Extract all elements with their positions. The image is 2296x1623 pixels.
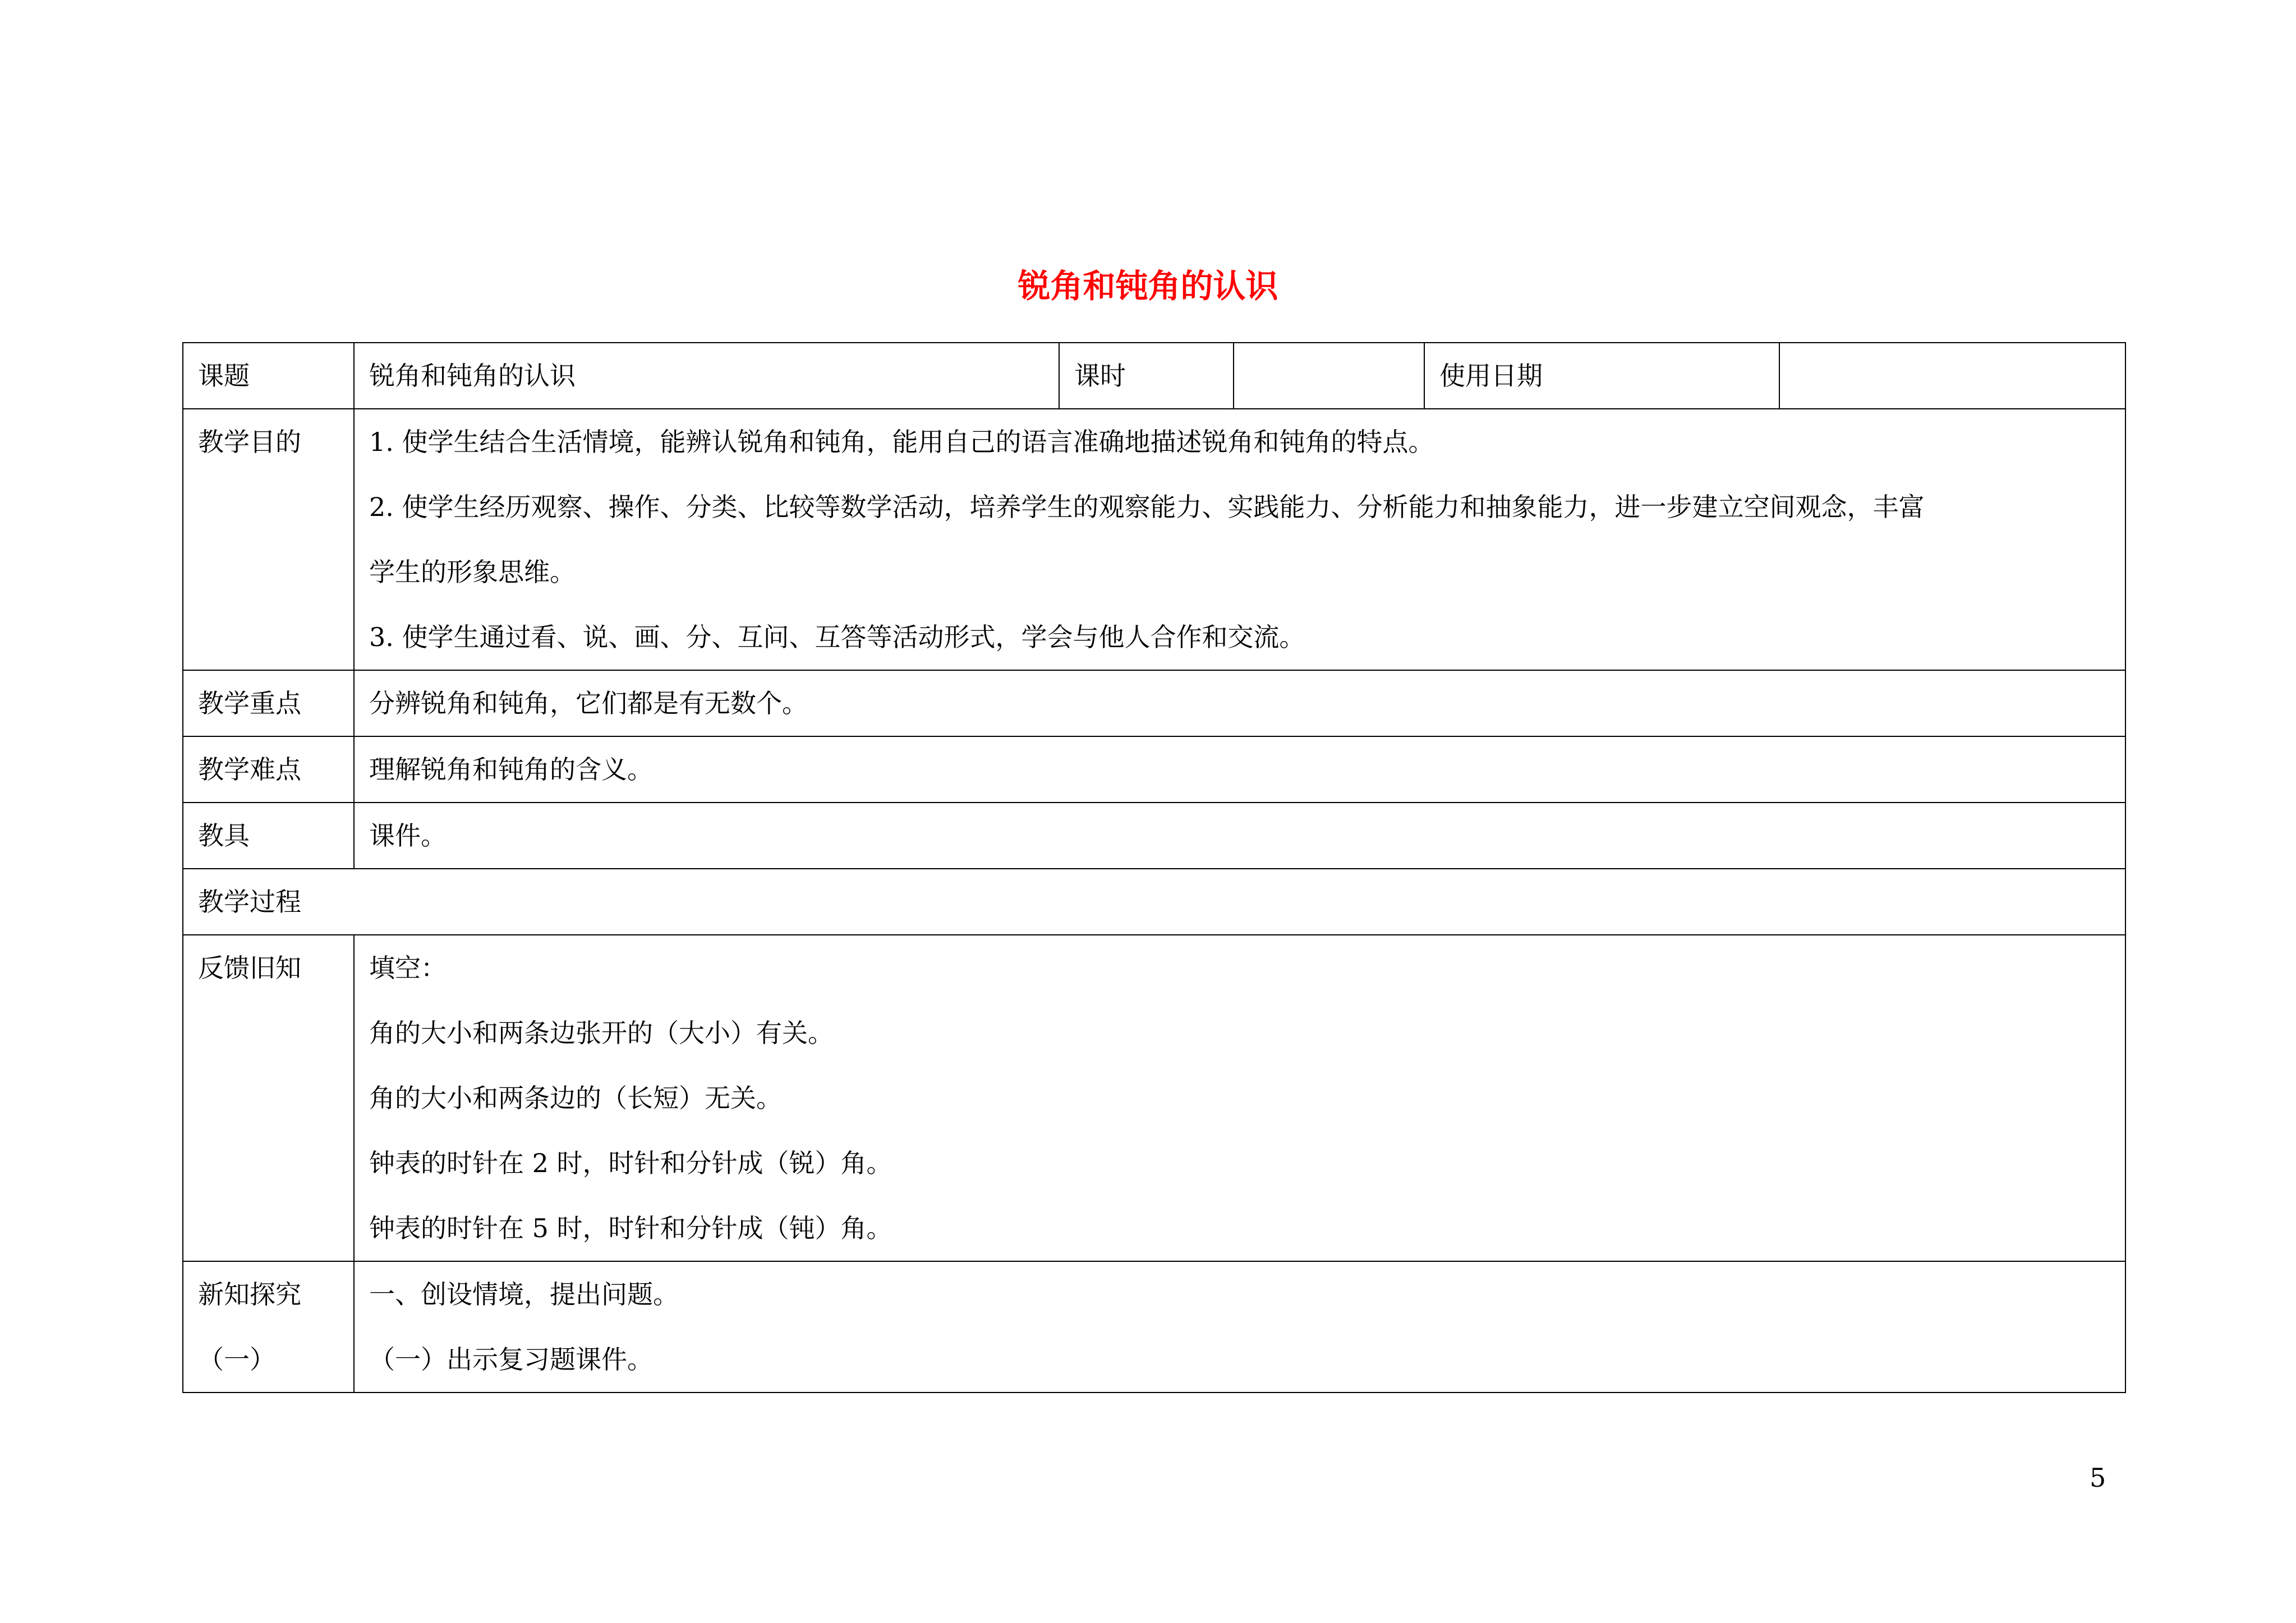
- tools-label: 教具: [183, 803, 354, 869]
- objective-line-3: 学生的形象思维。: [369, 557, 576, 587]
- topic-label: 课题: [183, 343, 354, 409]
- key-points-value: 分辨锐角和钝角，它们都是有无数个。: [354, 670, 2125, 736]
- period-label: 课时: [1059, 343, 1234, 409]
- objectives-content: [354, 409, 2125, 670]
- new-knowledge-label: [183, 1261, 354, 1393]
- new-knowledge-content: [354, 1261, 2125, 1393]
- page-title: 锐角和钝角的认识: [1018, 267, 1278, 305]
- period-value: [1234, 343, 1424, 409]
- key-points-row: [183, 670, 2125, 736]
- difficulties-value: 理解锐角和钝角的含义。: [354, 736, 2125, 803]
- objective-line-4: 3. 使学生通过看、说、画、分、互问、互答等活动形式，学会与他人合作和交流。: [369, 622, 1305, 652]
- objectives-row: [183, 409, 2125, 670]
- topic-value: 锐角和钝角的认识: [354, 343, 1059, 409]
- new-knowledge-label-line-1: 新知探究: [198, 1279, 301, 1310]
- review-line-3: 角的大小和两条边的（长短）无关。: [369, 1083, 782, 1113]
- objective-line-1: 1. 使学生结合生活情境，能辨认锐角和钝角，能用自己的语言准确地描述锐角和钝角的特点。: [369, 427, 1434, 457]
- new-knowledge-label-line-2: （一）: [198, 1344, 275, 1375]
- header-row: [183, 343, 2125, 409]
- page-number: 5: [2090, 1463, 2106, 1493]
- lesson-plan-table: [182, 342, 2126, 1393]
- tools-value: 课件。: [354, 803, 2125, 869]
- key-points-label: 教学重点: [183, 670, 354, 736]
- review-line-1: 填空：: [369, 953, 447, 983]
- objective-line-2: 2. 使学生经历观察、操作、分类、比较等数学活动，培养学生的观察能力、实践能力、分析能力和抽象能力，进一步建立空间观念，丰富: [369, 492, 1925, 522]
- process-label: 教学过程: [183, 869, 2125, 935]
- review-label: 反馈旧知: [183, 935, 354, 1261]
- new-knowledge-row: [183, 1261, 2125, 1393]
- date-value: [1779, 343, 2125, 409]
- date-label: 使用日期: [1424, 343, 1779, 409]
- review-row: [183, 935, 2125, 1261]
- tools-row: [183, 803, 2125, 869]
- review-line-2: 角的大小和两条边张开的（大小）有关。: [369, 1018, 834, 1048]
- difficulties-row: [183, 736, 2125, 803]
- review-content: [354, 935, 2125, 1261]
- process-row: [183, 869, 2125, 935]
- new-knowledge-line-2: （一）出示复习题课件。: [369, 1344, 653, 1375]
- new-knowledge-line-1: 一、创设情境，提出问题。: [369, 1279, 679, 1310]
- difficulties-label: 教学难点: [183, 736, 354, 803]
- review-line-4: 钟表的时针在 2 时，时针和分针成（锐）角。: [369, 1148, 892, 1178]
- objectives-label: 教学目的: [183, 409, 354, 670]
- review-line-5: 钟表的时针在 5 时，时针和分针成（钝）角。: [369, 1213, 892, 1243]
